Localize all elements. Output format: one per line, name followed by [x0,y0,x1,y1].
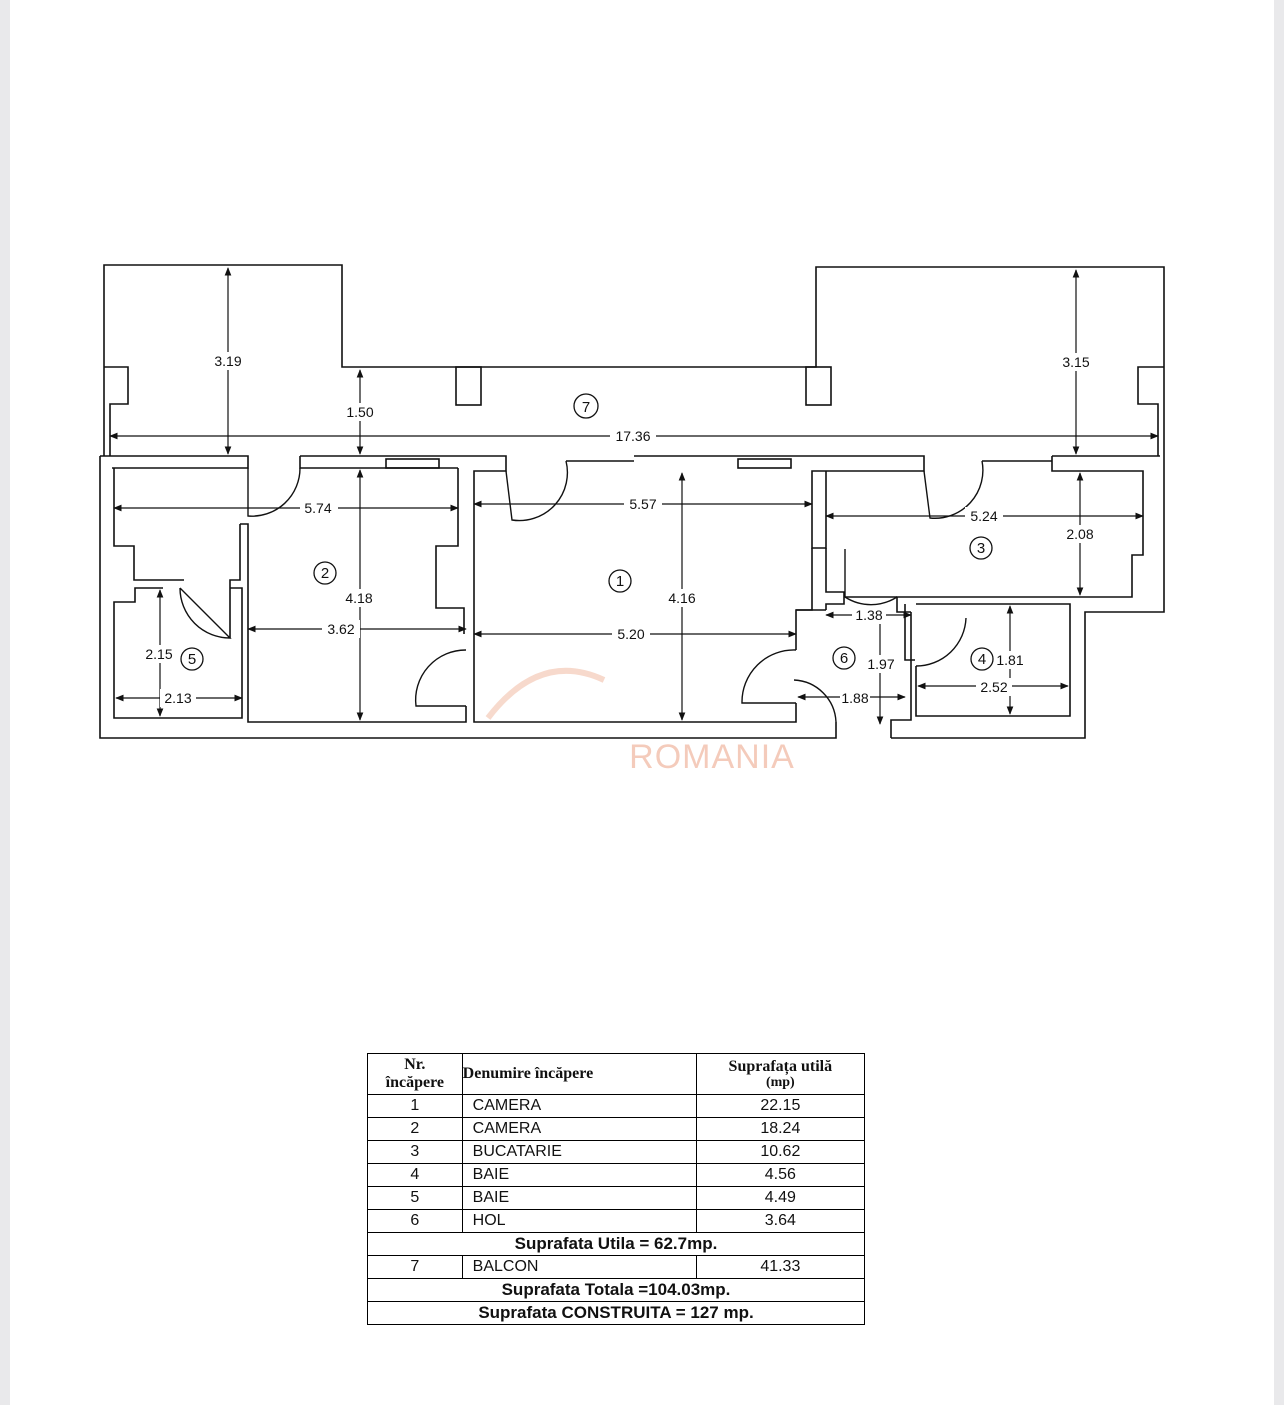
dim-balcony-length: 17.36 [615,428,651,444]
dim-room2-inner-width: 3.62 [327,621,355,637]
header-nr-line2: încăpere [385,1074,445,1091]
dim-balcony-middle-depth: 1.50 [346,404,374,420]
dim-hall-width: 1.38 [855,607,883,623]
dim-bath5-width: 2.13 [164,690,192,706]
built-total-row [368,1302,865,1325]
header-area-line2: (mp) [765,1075,795,1090]
table-row [368,1164,865,1187]
total-area: Suprafata Totala =104.03mp. [368,1279,865,1302]
row-nr: 4 [368,1164,463,1187]
header-nr-line1: Nr. [404,1056,426,1073]
row-area: 4.56 [696,1164,864,1187]
row-name: BAIE [462,1164,696,1187]
header-area-line1: Suprafața utilă [728,1058,833,1075]
watermark [488,671,795,776]
row-nr: 5 [368,1187,463,1210]
table-row [368,1210,865,1233]
room-marker-5: 5 [187,651,197,668]
row-area: 10.62 [696,1141,864,1164]
table-row [368,1095,865,1118]
table-row [368,1118,865,1141]
built-area: Suprafata CONSTRUITA = 127 mp. [368,1302,865,1325]
row-nr: 1 [368,1095,463,1118]
room-marker-6: 6 [839,650,849,667]
room-marker-2: 2 [320,565,330,582]
useful-total: Suprafata Utila = 62.7mp. [368,1233,865,1256]
row-nr: 6 [368,1210,463,1233]
room-marker-7: 7 [581,399,591,416]
dim-room1-inner-length: 5.20 [617,626,645,642]
room-area-table [367,1053,865,1325]
useful-total-row [368,1233,865,1256]
dim-bath4-height: 1.81 [996,652,1024,668]
table-row [368,1187,865,1210]
row-name: BUCATARIE [462,1141,696,1164]
room-marker-4: 4 [977,651,987,668]
dim-hall-height: 1.97 [867,656,895,672]
row-name: BALCON [462,1256,696,1279]
row-nr: 7 [368,1256,463,1279]
row-area: 4.49 [696,1187,864,1210]
dim-bath4-width: 2.52 [980,679,1008,695]
header-area [696,1054,864,1095]
row-name: HOL [462,1210,696,1233]
dim-balcony-right-depth: 3.15 [1062,354,1090,370]
watermark-text: ROMANIA [629,738,795,776]
dim-room3-length: 5.24 [970,508,998,524]
dim-hall-entry: 1.88 [841,690,869,706]
dim-balcony-left-depth: 3.19 [214,353,242,369]
total-row [368,1279,865,1302]
table-row [368,1256,865,1279]
row-area: 22.15 [696,1095,864,1118]
row-name: CAMERA [462,1095,696,1118]
row-name: BAIE [462,1187,696,1210]
dimension-labels [140,352,1100,707]
header-name: Denumire încăpere [462,1054,696,1095]
row-area: 18.24 [696,1118,864,1141]
dim-room1-width: 4.16 [668,590,696,606]
table-row [368,1141,865,1164]
room-marker-1: 1 [615,573,625,590]
row-area: 41.33 [696,1256,864,1279]
row-area: 3.64 [696,1210,864,1233]
header-nr [368,1054,463,1095]
row-nr: 3 [368,1141,463,1164]
row-nr: 2 [368,1118,463,1141]
dim-bath5-height: 2.15 [145,646,173,662]
table-header-row [368,1054,865,1095]
room-marker-3: 3 [976,540,986,557]
dim-room2-length: 5.74 [304,500,332,516]
dim-room1-length: 5.57 [629,496,657,512]
dim-room2-width: 4.18 [345,590,373,606]
row-name: CAMERA [462,1118,696,1141]
dim-room3-width: 2.08 [1066,526,1094,542]
